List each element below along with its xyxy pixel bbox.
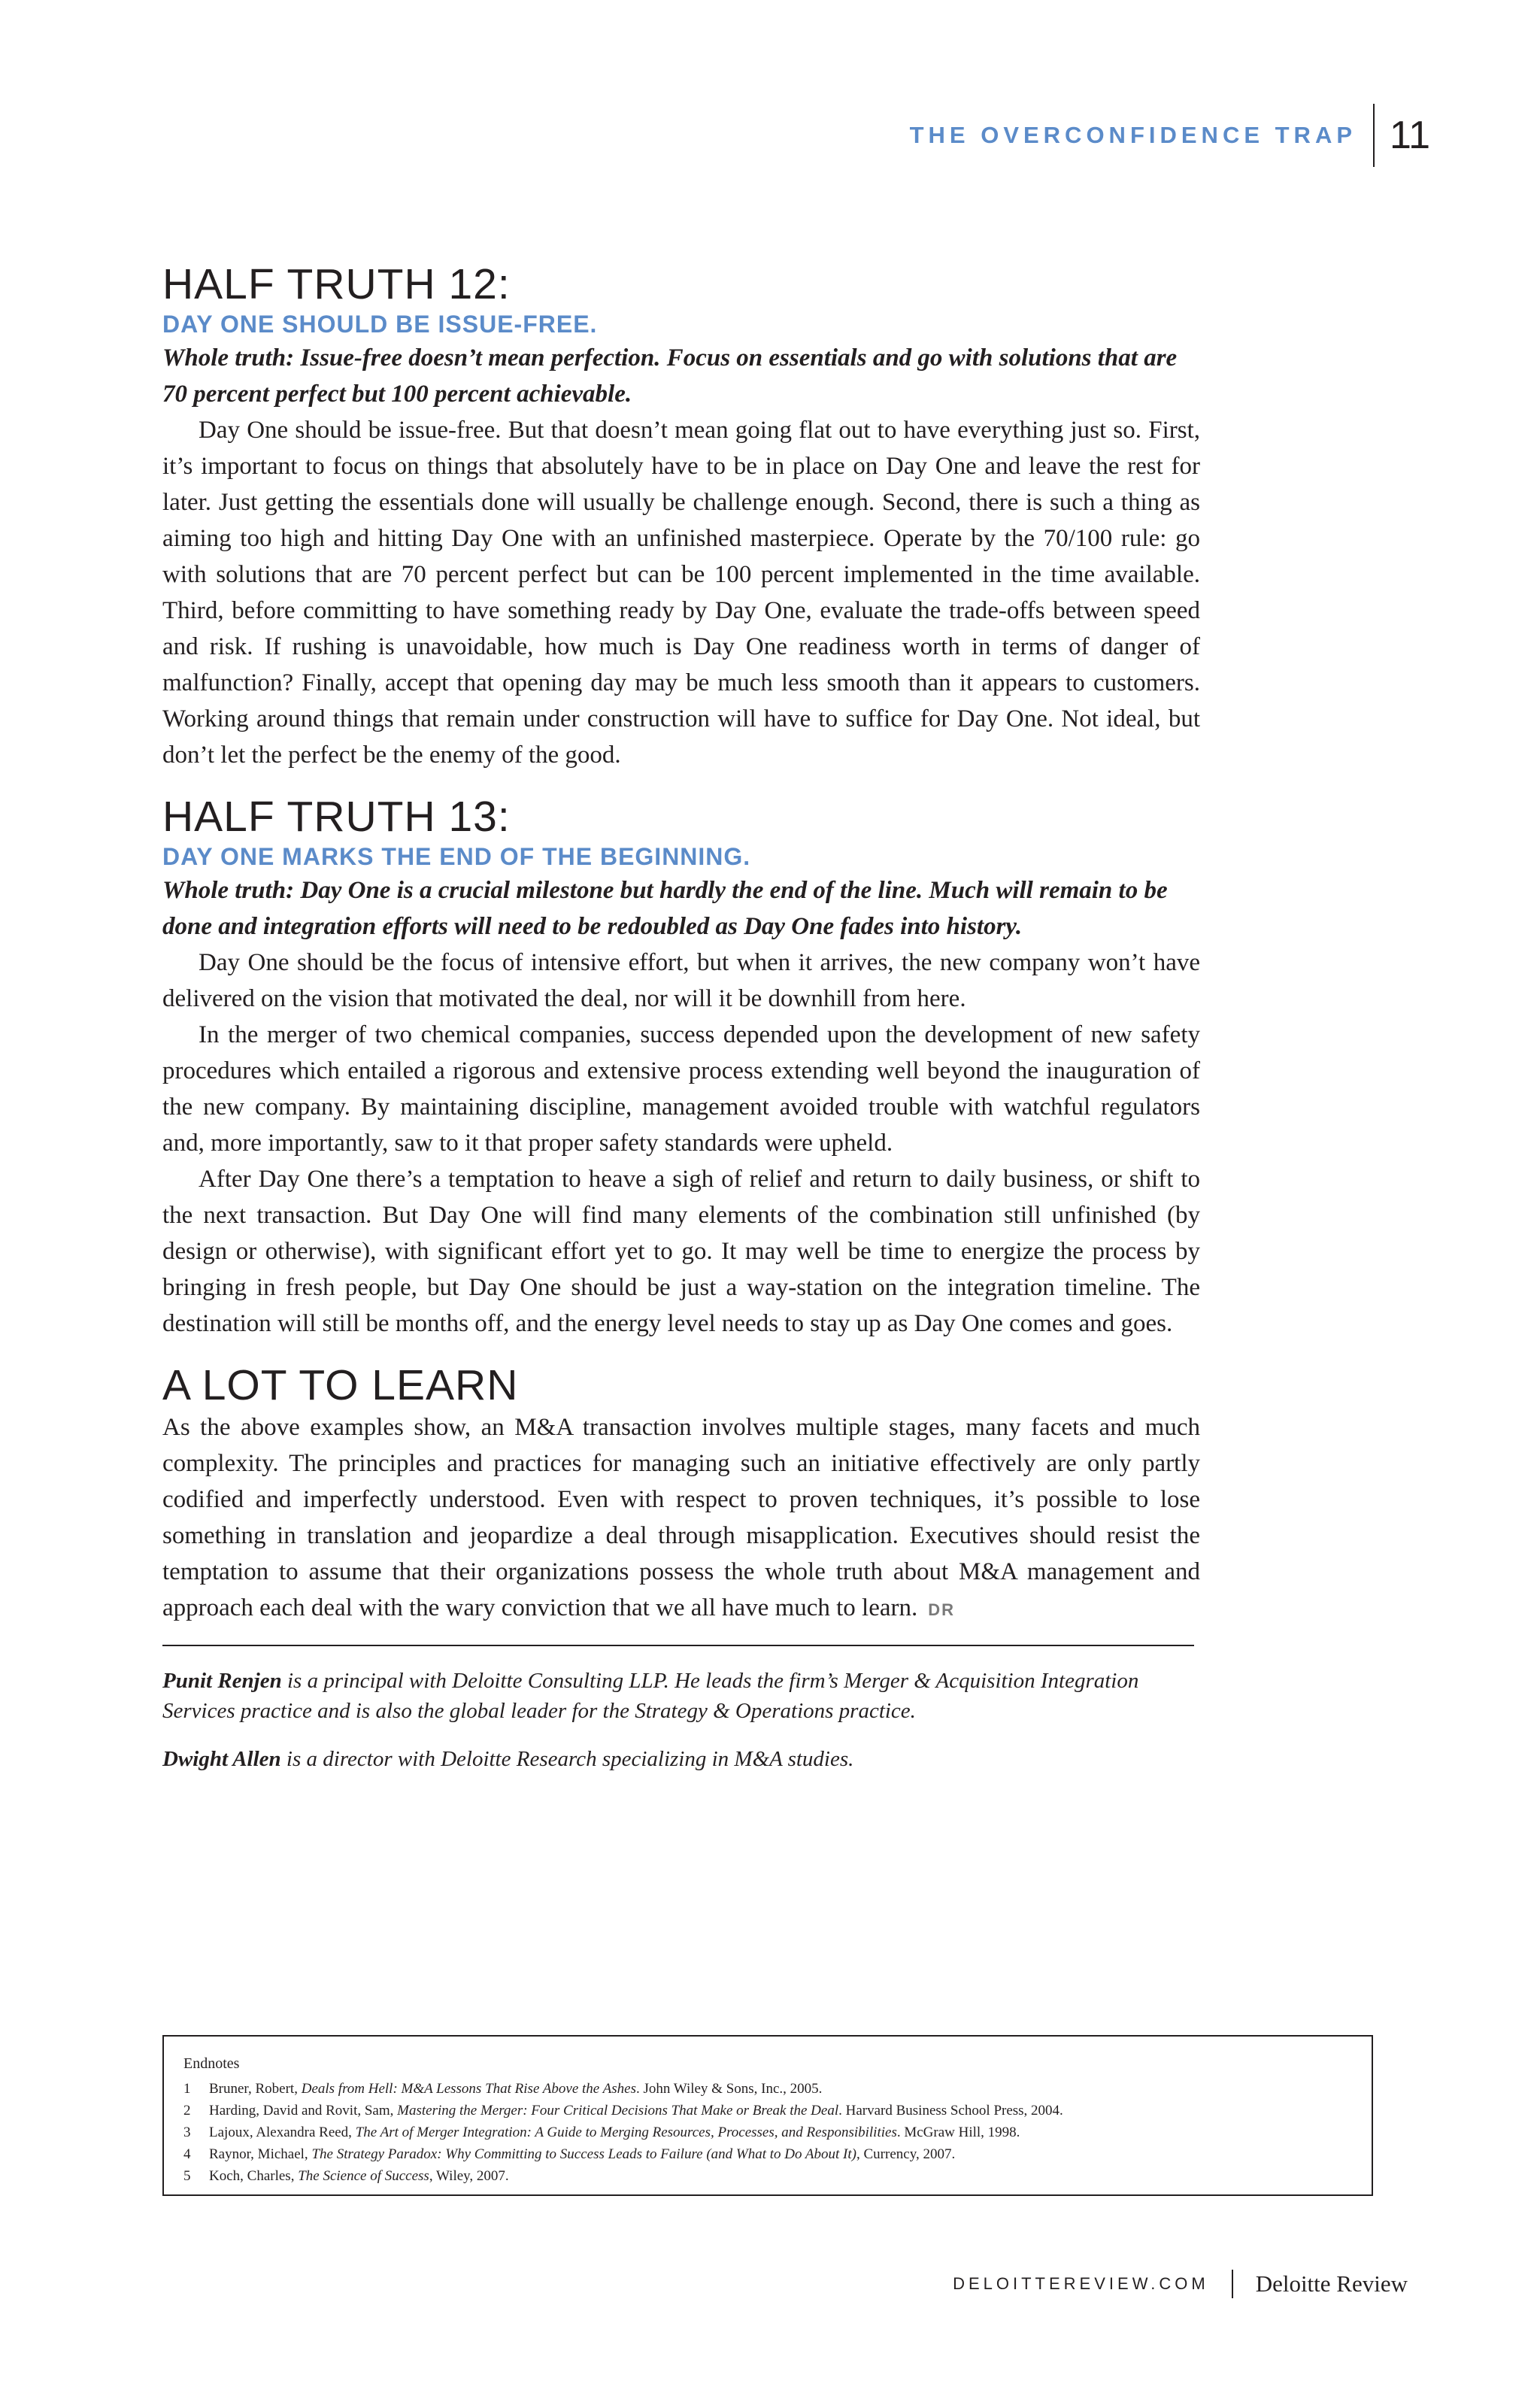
endnote-item xyxy=(183,2122,1352,2143)
endnote-number: 4 xyxy=(183,2146,191,2162)
whole-truth-12: Whole truth: Issue-free doesn’t mean perfection. Focus on essentials and go with solutions that are 70 percent perfect but 100 percent achievable. xyxy=(162,344,1178,408)
endnote-number: 1 xyxy=(183,2081,191,2097)
author-bio-text: is a principal with Deloitte Consulting LLP. He leads the firm’s Merger & Acquisition Integration Services practice and is also the global leader for the Strategy & Operations practice. xyxy=(162,1669,1139,1723)
paragraph: Day One should be the focus of intensive effort, but when it arrives, the new company won’t have delivered on the vision that motivated the deal, nor will it be downhill from here. xyxy=(162,949,1200,1012)
section-title-half-truth-13: HALF TRUTH 13: xyxy=(162,793,511,841)
running-header xyxy=(910,104,1430,167)
author-name: Punit Renjen xyxy=(162,1669,282,1693)
paragraph: In the merger of two chemical companies, success depended upon the development of new safety procedures which entailed a rigorous and extensive process extending well beyond the inauguration of the new company. By maintaining discipline, management avoided trouble with watchful regulators and, more importantly, saw to it that proper safety standards were upheld. xyxy=(162,1021,1200,1157)
section-subtitle-half-truth-12: DAY ONE SHOULD BE ISSUE-FREE. xyxy=(162,311,598,338)
section-subtitle-half-truth-13: DAY ONE MARKS THE END OF THE BEGINNING. xyxy=(162,843,751,870)
author-bio xyxy=(162,1666,1200,1726)
endnotes-title: Endnotes xyxy=(183,2055,240,2072)
endnote-item xyxy=(183,2078,1352,2100)
whole-truth-13: Whole truth: Day One is a crucial milestone but hardly the end of the line. Much will remain to be done and integration efforts will need to be redoubled as Day One fades into history. xyxy=(162,877,1168,940)
author-name: Dwight Allen xyxy=(162,1747,281,1771)
endnote-item xyxy=(183,2100,1352,2122)
endnote-item xyxy=(183,2143,1352,2165)
endnote-text: Bruner, Robert, Deals from Hell: M&A Lessons That Rise Above the Ashes. John Wiley & Sons, Inc., 2005. xyxy=(209,2081,823,2097)
endnote-number: 3 xyxy=(183,2125,191,2140)
end-mark-dr: DR xyxy=(928,1600,956,1619)
footer-website-link[interactable]: DELOITTEREVIEW.COM xyxy=(953,2274,1209,2293)
paragraph: Day One should be issue-free. But that doesn’t mean going flat out to have everything just so. First, it’s important to focus on things that absolutely have to be in place on Day One and leave the rest for later. Just getting the essentials done will usually be challenge enough. Second, there is such a thing as aiming too high and hitting Day One with an unfinished masterpiece. Operate by the 70/100 rule: go with solutions that are 70 percent perfect but can be 100 percent implemented in the time available. Third, before committing to have something ready by Day One, evaluate the trade-offs between speed and risk. If rushing is unavoidable, how much is Day One readiness worth in terms of danger of malfunction? Finally, accept that opening day may be much less smooth than it appears to customers. Working around things that remain under construction will have to suffice for Day One. Not ideal, but don’t let the perfect be the enemy of the good. xyxy=(162,417,1200,769)
endnote-text: Koch, Charles, The Science of Success, Wiley, 2007. xyxy=(209,2168,509,2184)
conclusion-text: As the above examples show, an M&A transaction involves multiple stages, many facets and much complexity. The principles and practices for managing such an initiative effectively are only partly codified and imperfectly understood. Even with respect to proven techniques, it’s possible to lose something in translation and jeopardize a deal through misapplication. Executives should resist the temptation to assume that their organizations possess the whole truth about M&A management and approach each deal with the wary conviction that we all have much to learn. xyxy=(162,1414,1200,1621)
endnote-text: Raynor, Michael, The Strategy Paradox: Why Committing to Success Leads to Failure (and What to Do About It), Currency, 2007. xyxy=(209,2146,956,2162)
header-divider xyxy=(1373,104,1375,167)
endnote-number: 5 xyxy=(183,2168,191,2184)
page-footer xyxy=(953,2270,1408,2298)
article-body xyxy=(162,260,1200,1792)
endnote-text: Harding, David and Rovit, Sam, Mastering the Merger: Four Critical Decisions That Make or Break the Deal. Harvard Business School Press, 2004. xyxy=(209,2103,1063,2119)
endnotes-box xyxy=(162,2035,1373,2196)
footer-divider xyxy=(1232,2270,1233,2298)
footer-publication-name: Deloitte Review xyxy=(1255,2270,1408,2297)
author-bio xyxy=(162,1744,1200,1774)
endnote-number: 2 xyxy=(183,2103,191,2119)
endnote-text: Lajoux, Alexandra Reed, The Art of Merger Integration: A Guide to Merging Resources, Processes, and Responsibilities. McGraw Hill, 1998. xyxy=(209,2125,1020,2140)
author-bio-text: is a director with Deloitte Research specializing in M&A studies. xyxy=(280,1747,854,1771)
section-title-a-lot-to-learn: A LOT TO LEARN xyxy=(162,1361,519,1409)
bio-divider xyxy=(162,1645,1194,1646)
conclusion-paragraph xyxy=(162,1409,1200,1628)
section-title-half-truth-12: HALF TRUTH 12: xyxy=(162,260,511,308)
paragraph: After Day One there’s a temptation to heave a sigh of relief and return to daily business, or shift to the next transaction. But Day One will find many elements of the combination still unfinished (by design or otherwise), with significant effort yet to go. It may well be time to energize the process by bringing in fresh people, but Day One should be just a way-station on the integration timeline. The destination will still be months off, and the energy level needs to stay up as Day One comes and goes. xyxy=(162,1166,1200,1337)
page-number: 11 xyxy=(1390,114,1430,157)
endnote-item xyxy=(183,2165,1352,2187)
running-title: THE OVERCONFIDENCE TRAP xyxy=(909,122,1357,148)
